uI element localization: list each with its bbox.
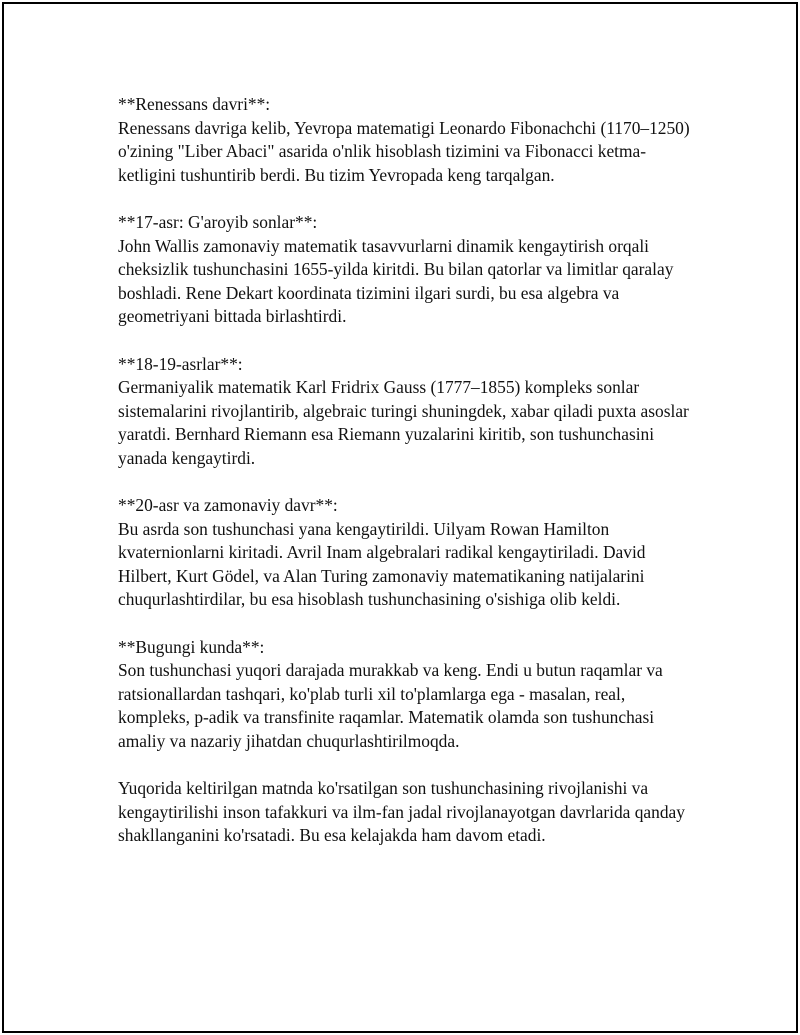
section-today	[118, 636, 698, 754]
section-17th-century	[118, 211, 698, 329]
section-paragraph: John Wallis zamonaviy matematik tasavvurlarni dinamik kengaytirish orqali cheksizlik tushunchasini 1655-yilda kiritdi. Bu bilan qatorlar va limitlar qaralay boshladi. Rene Dekart koordinata tizimini ilgari surdi, bu esa algebra va geometriyani bittada birlashtirdi.	[118, 235, 674, 327]
section-heading: **17-asr: G'aroyib sonlar**:	[118, 211, 318, 232]
document-body	[118, 93, 698, 872]
section-paragraph: Son tushunchasi yuqori darajada murakkab va keng. Endi u butun raqamlar va ratsionallardan tashqari, ko'plab turli xil to'plamlarga ega - masalan, real, kompleks, p-adik va transfinite raqamlar. Matematik olamda son tushunchasi amaliy va nazariy jihatdan chuqurlashtirilmoqda.	[118, 660, 663, 752]
section-heading: **18-19-asrlar**:	[118, 353, 243, 374]
section-paragraph: Germaniyalik matematik Karl Fridrix Gauss (1777–1855) kompleks sonlar sistemalarini rivojlantirib, algebraic turingi shuningdek, xabar qiladi puxta asoslar yaratdi. Bernhard Riemann esa Riemann yuzalarini kiritib, son tushunchasini yanada kengaytirdi.	[118, 377, 689, 468]
section-conclusion	[118, 777, 698, 848]
section-heading: **Renessans davri**:	[118, 94, 271, 114]
section-renaissance	[118, 93, 698, 187]
section-paragraph: Bu asrda son tushunchasi yana kengaytirildi. Uilyam Rowan Hamilton kvaternionlarni kiritadi. Avril Inam algebralari radikal kengaytiriladi. David Hilbert, Kurt Gödel, va Alan Turing zamonaviy matematikaning natijalarini chuqurlashtirdilar, bu esa hisoblash tushunchasining o'sishiga olib keldi.	[118, 518, 646, 610]
section-heading: **Bugungi kunda**:	[118, 636, 265, 657]
section-18-19th-centuries	[118, 353, 698, 471]
conclusion-paragraph: Yuqorida keltirilgan matnda ko'rsatilgan son tushunchasining rivojlanishi va kengaytirilishi inson tafakkuri va ilm-fan jadal rivojlanayotgan davrlarida qanday shakllanganini ko'rsatadi. Bu esa kelajakda ham davom etadi.	[118, 778, 685, 846]
section-heading: **20-asr va zamonaviy davr**:	[118, 495, 338, 516]
section-paragraph: Renessans davriga kelib, Yevropa matematigi Leonardo Fibonachchi (1170–1250) o'zining "Liber Abaci" asarida o'nlik hisoblash tizimini va Fibonacci ketma-ketligini tushuntirib berdi. Bu tizim Yevropada keng tarqalgan.	[118, 117, 690, 185]
section-20th-century	[118, 494, 698, 612]
